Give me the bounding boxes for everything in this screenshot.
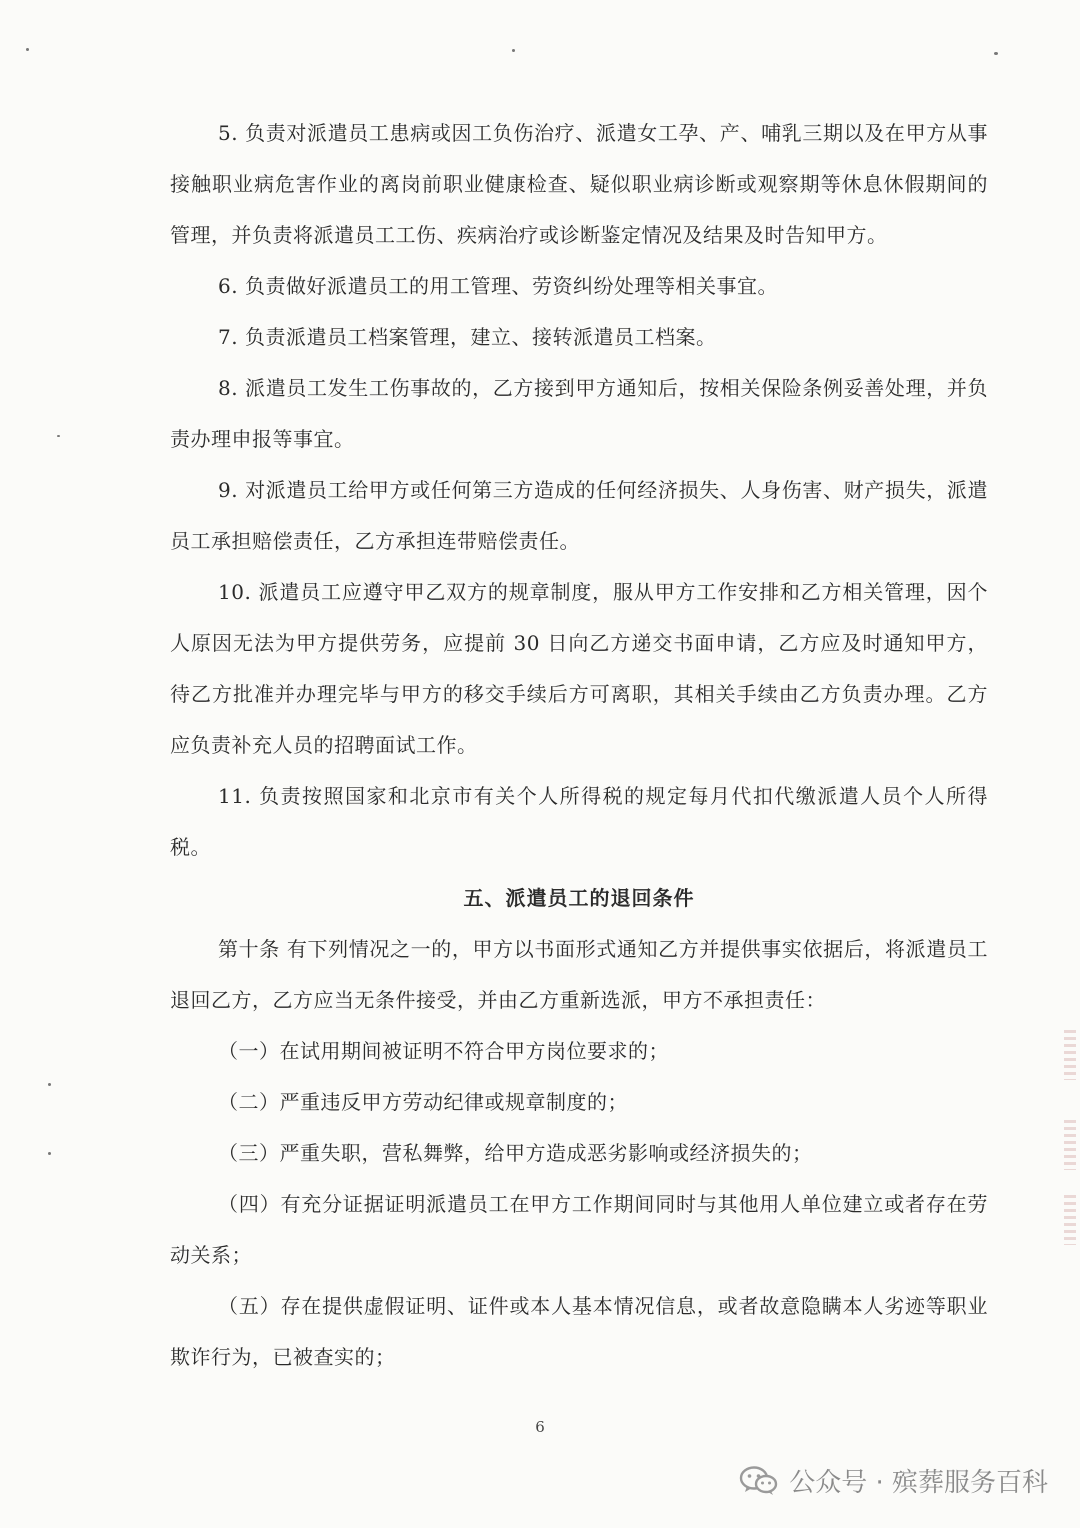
scan-speck [26, 48, 29, 51]
scan-speck [48, 1152, 51, 1155]
paragraph-10: 10. 派遣员工应遵守甲乙双方的规章制度，服从甲方工作安排和乙方相关管理，因个人原因无法为甲方提供劳务，应提前 30 日向乙方递交书面申请，乙方应及时通知甲方，待乙方批准并办理完毕与甲方的移交手续后方可离职，其相关手续由乙方负责办理。乙方应负责补充人员的招聘面试工作。 [170, 580, 988, 757]
paragraph-8: 8. 派遣员工发生工伤事故的，乙方接到甲方通知后，按相关保险条例妥善处理，并负责办理申报等事宜。 [170, 376, 988, 451]
scan-edge-mark [1064, 1030, 1076, 1080]
list-item: （三）严重失职，营私舞弊，给甲方造成恶劣影响或经济损失的； [218, 1141, 813, 1165]
watermark-text: 公众号 · 殡葬服务百科 [789, 1468, 1048, 1498]
scan-speck [57, 435, 60, 437]
paragraph-6: 6. 负责做好派遣员工的用工管理、劳资纠纷处理等相关事宜。 [218, 274, 778, 298]
list-item: （五）存在提供虚假证明、证件或本人基本情况信息，或者故意隐瞒本人劣迹等职业欺诈行为，已被查实的； [170, 1294, 988, 1369]
page-number: 6 [535, 1418, 545, 1436]
scan-edge-mark [1064, 1195, 1076, 1245]
list-item: （一）在试用期间被证明不符合甲方岗位要求的； [218, 1039, 669, 1063]
scan-speck [512, 49, 515, 52]
wechat-icon [739, 1465, 779, 1497]
paragraph-9: 9. 对派遣员工给甲方或任何第三方造成的任何经济损失、人身伤害、财产损失，派遣员工承担赔偿责任，乙方承担连带赔偿责任。 [170, 478, 988, 553]
watermark [739, 1462, 1048, 1499]
article-10: 第十条 有下列情况之一的，甲方以书面形式通知乙方并提供事实依据后，将派遣员工退回乙方，乙方应当无条件接受，并由乙方重新选派，甲方不承担责任： [170, 937, 988, 1012]
list-item: （二）严重违反甲方劳动纪律或规章制度的； [218, 1090, 628, 1114]
paragraph-5: 5. 负责对派遣员工患病或因工负伤治疗、派遣女工孕、产、哺乳三期以及在甲方从事接触职业病危害作业的离岗前职业健康检查、疑似职业病诊断或观察期等休息休假期间的管理，并负责将派遣员工工伤、疾病治疗或诊断鉴定情况及结果及时告知甲方。 [170, 121, 988, 247]
scan-speck [994, 52, 998, 55]
section-heading: 五、派遣员工的退回条件 [463, 886, 695, 910]
scan-speck [48, 1083, 51, 1086]
document-body [170, 108, 988, 1383]
paragraph-11: 11. 负责按照国家和北京市有关个人所得税的规定每月代扣代缴派遣人员个人所得税。 [170, 784, 988, 859]
list-item: （四）有充分证据证明派遣员工在甲方工作期间同时与其他用人单位建立或者存在劳动关系； [170, 1192, 988, 1267]
paragraph-7: 7. 负责派遣员工档案管理，建立、接转派遣员工档案。 [218, 325, 717, 349]
scan-edge-mark [1064, 1120, 1076, 1170]
